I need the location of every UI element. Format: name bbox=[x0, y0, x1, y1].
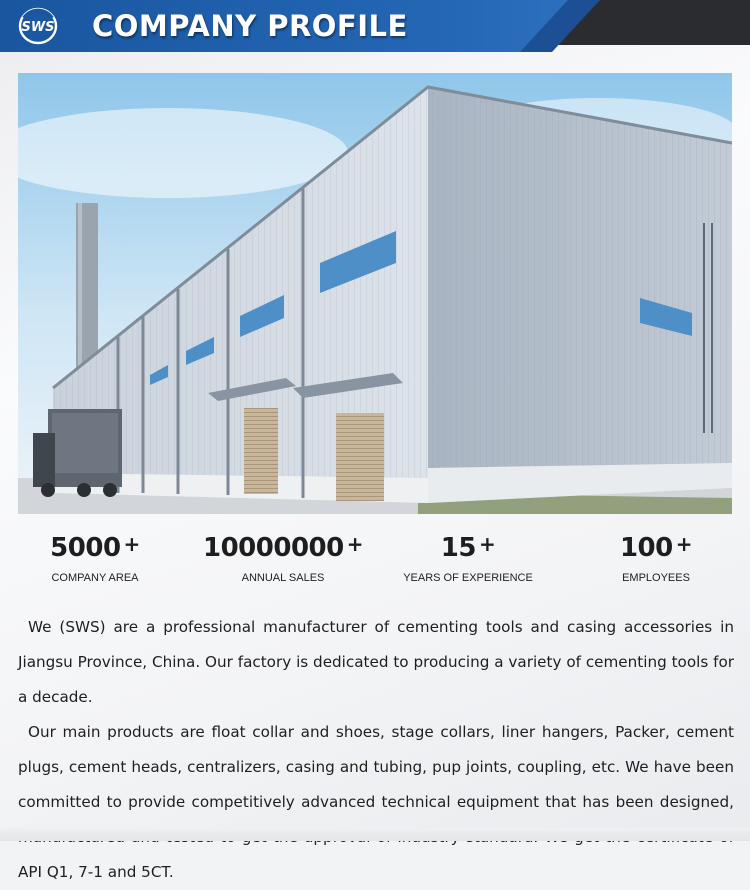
stats-row bbox=[0, 528, 750, 600]
stat-annual-sales bbox=[193, 528, 373, 584]
stat-value: 5000 + bbox=[50, 532, 140, 563]
description-paragraph-2: Our main products are float collar and shoes, stage collars, liner hangers, Packer, cement plugs, cement heads, centralizers, casing and tubing, pup joints, coupling, etc. We have been committed to provide competitively advanced technical equipment that has been designed, API Q1, 7-1 and 5CT. bbox=[18, 723, 734, 881]
description-paragraph-1: We (SWS) are a professional manufacturer of cementing tools and casing accessories in Jiangsu Province, China. Our factory is dedicated to producing a variety of cementing tools for a decade. bbox=[18, 618, 734, 706]
stat-label: EMPLOYEES bbox=[622, 572, 690, 584]
stat-value: 100 + bbox=[619, 532, 693, 563]
sws-logo bbox=[18, 7, 58, 45]
stat-label: YEARS OF EXPERIENCE bbox=[403, 572, 533, 584]
page-title: COMPANY PROFILE bbox=[92, 9, 408, 43]
stat-value: 10000000 + bbox=[203, 532, 363, 563]
company-description bbox=[18, 610, 734, 890]
stat-years-experience bbox=[378, 528, 558, 584]
factory-image bbox=[18, 73, 732, 514]
bottom-strip bbox=[0, 828, 750, 841]
header-banner bbox=[0, 0, 750, 52]
stat-value: 15 + bbox=[440, 532, 496, 563]
stat-employees bbox=[566, 528, 746, 584]
stat-label: ANNUAL SALES bbox=[241, 572, 325, 584]
svg-text:SWS: SWS bbox=[21, 20, 55, 35]
stat-company-area bbox=[5, 528, 185, 584]
stat-label: COMPANY AREA bbox=[51, 572, 139, 584]
